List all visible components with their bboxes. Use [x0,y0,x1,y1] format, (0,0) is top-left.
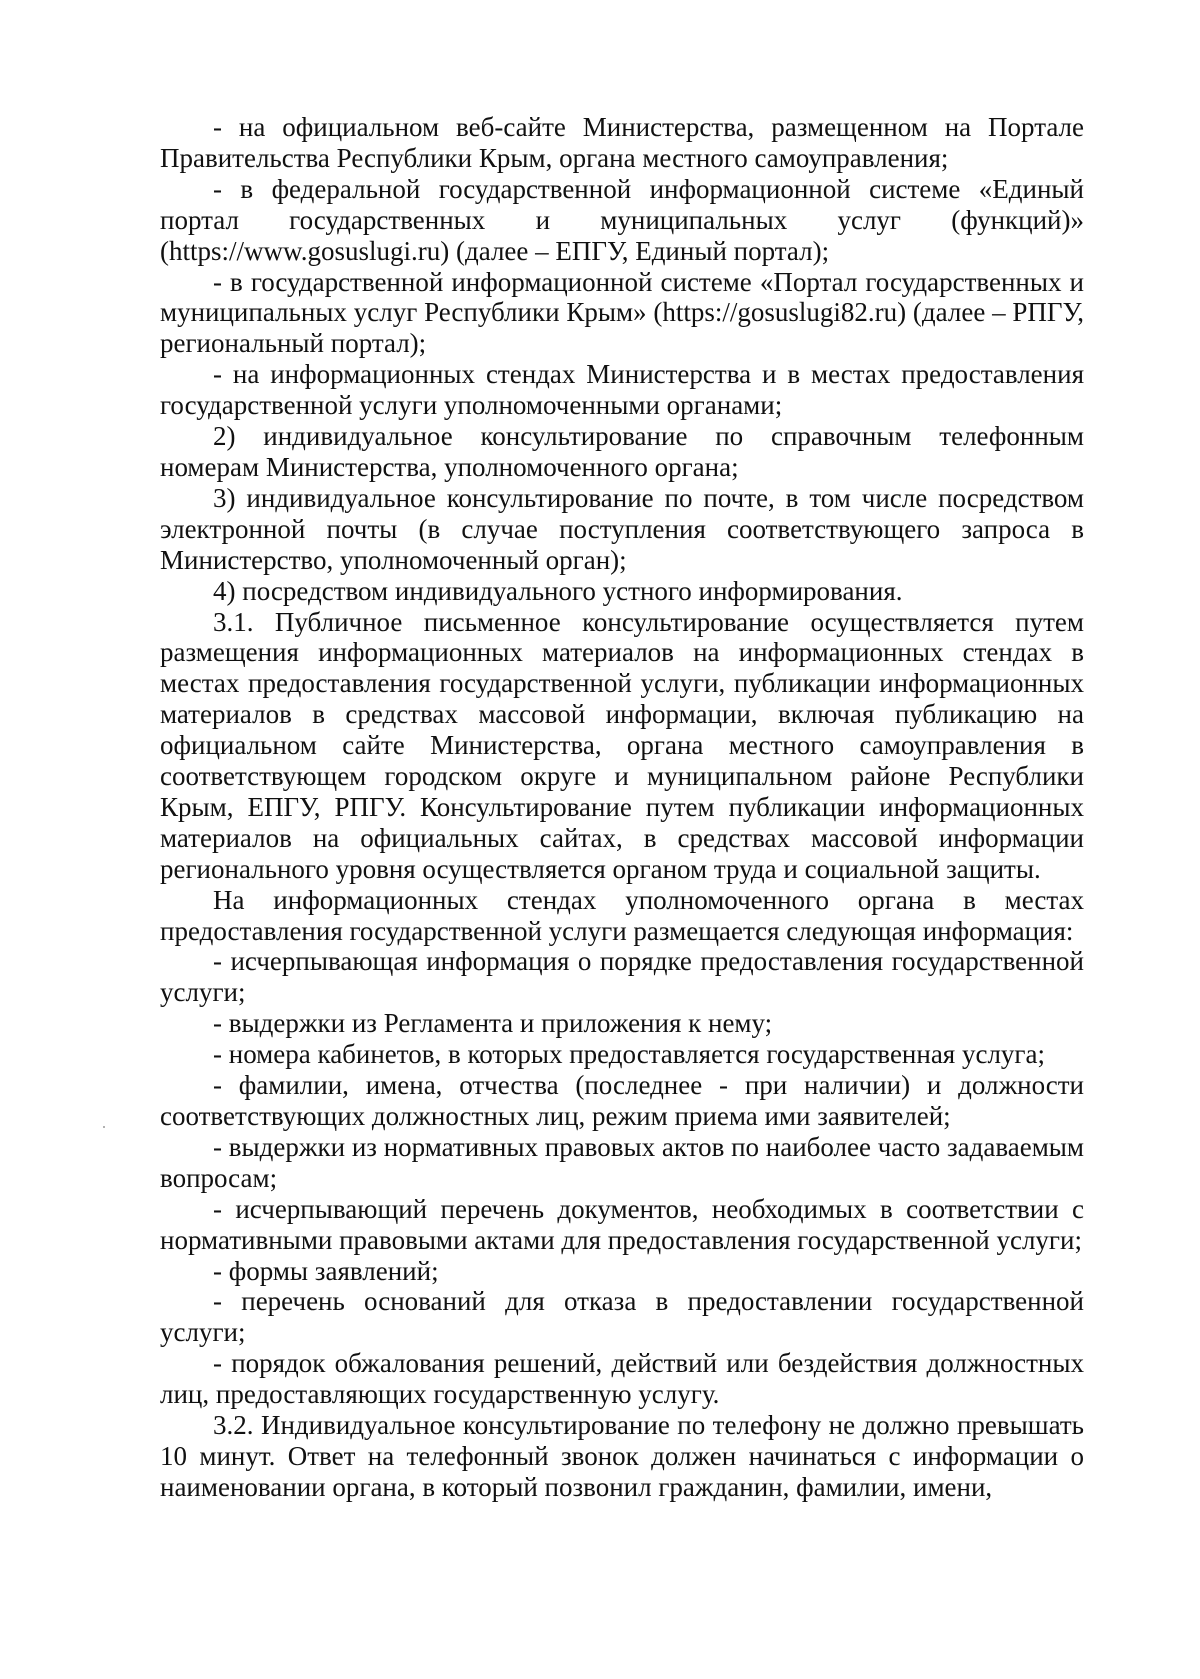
paragraph-mail-consulting: 3) индивидуальное консультирование по почте, в том числе посредством электронной почты (в случае поступления соответствующего запроса в Министерство, уполномоченный орган); [160,482,1084,575]
list-item-legal-excerpts: - выдержки из нормативных правовых актов по наиболее часто задаваемым вопросам; [160,1131,1085,1193]
scan-speck [103,1126,105,1128]
list-item-regulation-excerpts: - выдержки из Регламента и приложения к нему; [213,1008,773,1039]
list-item-office-numbers: - номера кабинетов, в которых предоставляется государственная услуга; [213,1039,1045,1070]
paragraph-section-3-2: 3.2. Индивидуальное консультирование по телефону не должно превышать 10 минут. Ответ на телефонный звонок должен начинаться с информации о наименовании органа, в который позвонил гражданин, фамилии, имени, [160,1410,1084,1502]
paragraph-epgu: - в федеральной государственной информационной системе «Единый портал государственных и муниципальных услуг (функций)» (https://www.gosuslugi.ru) (далее – ЕПГУ, Единый портал); [160,173,1084,266]
document-body [160,112,1084,1503]
paragraph-rpgu: - в государственной информационной системе «Портал государственных и муниципальных услуг Республики Крым» (https://gosuslugi82.ru) (далее – РПГУ, региональный портал); [160,266,1084,359]
paragraph-oral-informing: 4) посредством индивидуального устного информирования. [213,575,903,606]
list-item-procedure-info: - исчерпывающая информация о порядке предоставления государственной услуги; [160,946,1084,1008]
paragraph-section-3-1: 3.1. Публичное письменное консультирование осуществляется путем размещения информационных материалов на информационных стендах в местах предоставления государственной услуги, публикации информационных материалов в средствах массовой информации, включая публикацию на официальном сайте Министерства, органа местного самоуправления в соответствующем городском округе и муниципальном районе Республики Крым, ЕПГУ, РПГУ. Консультирование путем публикации информационных материалов на официальных сайтах, в средствах массовой информации регионального уровня осуществляется органом труда и социальной защиты. [160,606,1084,884]
list-item-refusal-grounds: - перечень оснований для отказа в предоставлении государственной услуги; [160,1286,1084,1348]
list-item-officials: - фамилии, имена, отчества (последнее - при наличии) и должности соответствующих должностных лиц, режим приема ими заявителей; [160,1070,1084,1131]
paragraph-info-stands: - на информационных стендах Министерства и в местах предоставления государственной услуги уполномоченными органами; [160,359,1084,421]
list-item-document-list: - исчерпывающий перечень документов, необходимых в соответствии с нормативными правовыми актами для предоставления государственной услуги; [160,1193,1084,1255]
paragraph-official-website: - на официальном веб-сайте Министерства, размещенном на Портале Правительства Республики Крым, органа местного самоуправления; [160,112,1084,173]
list-item-application-forms: - формы заявлений; [213,1255,439,1286]
paragraph-stands-intro: На информационных стендах уполномоченного органа в местах предоставления государственной услуги размещается следующая информация: [160,884,1084,946]
paragraph-phone-consulting: 2) индивидуальное консультирование по справочным телефонным номерам Министерства, уполномоченного органа; [160,421,1084,482]
list-item-appeal-procedure: - порядок обжалования решений, действий или бездействия должностных лиц, предоставляющих государственную услугу. [160,1348,1084,1410]
